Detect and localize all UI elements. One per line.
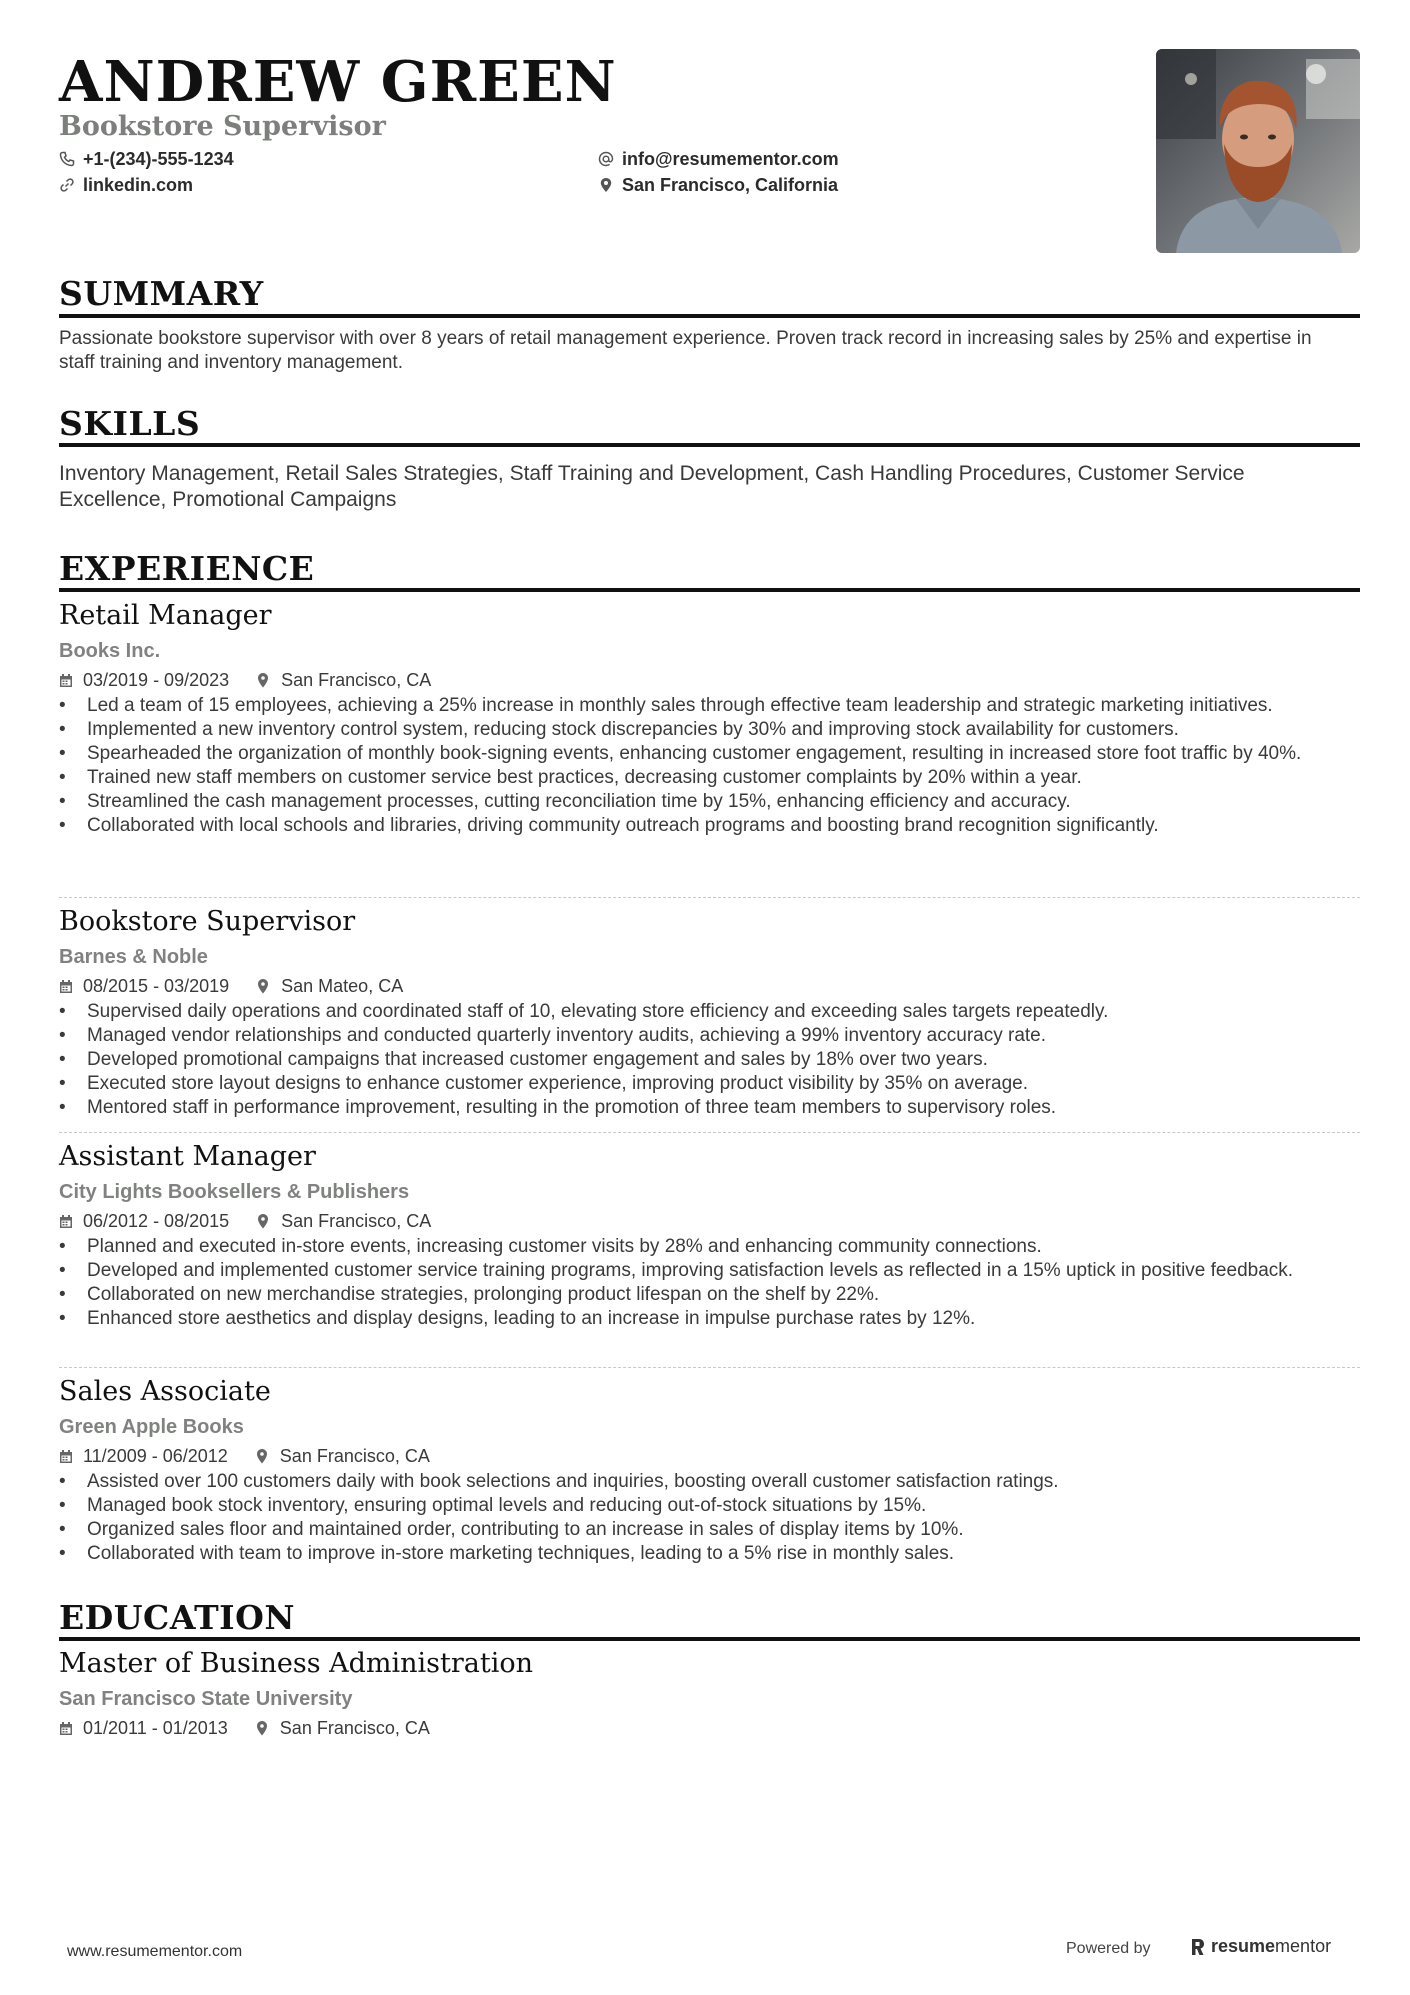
job-bullets <box>59 1000 1360 1120</box>
job-company: Barnes & Noble <box>59 946 208 968</box>
location-pin-icon <box>257 1213 269 1229</box>
calendar-icon <box>59 1721 73 1736</box>
bullet-item: • Led a team of 15 employees, achieving a 25% increase in monthly sales through effective team leadership and strategic marketing initiatives. <box>59 694 1360 718</box>
job-entry <box>59 598 1360 838</box>
bullet-item: • Implemented a new inventory control system, reducing stock discrepancies by 30% and improving stock availability for customers. <box>59 718 1360 742</box>
brand-logo[interactable] <box>1189 1936 1331 1957</box>
job-meta <box>59 668 1360 692</box>
job-location: San Francisco, CA <box>281 670 432 690</box>
calendar-icon <box>59 979 73 994</box>
email-text: info@resumementor.com <box>622 149 839 169</box>
powered-by-label: Powered by <box>1066 1940 1151 1957</box>
location-pin-icon <box>256 1720 268 1736</box>
job-separator <box>59 1367 1360 1368</box>
job-company: Books Inc. <box>59 640 161 662</box>
experience-divider <box>59 588 1360 592</box>
brand-name-bold: resume <box>1211 1936 1276 1956</box>
skills-text: Inventory Management, Retail Sales Strategies, Staff Training and Development, Cash Handling Procedures, Customer Service Excellence, Promotional Campaigns <box>59 462 1245 511</box>
bullet-item: • Trained new staff members on customer service best practices, decreasing customer complaints by 20% within a year. <box>59 766 1360 790</box>
education-divider <box>59 1637 1360 1641</box>
contact-linkedin[interactable] <box>59 173 193 197</box>
skills-heading: SKILLS <box>59 404 201 443</box>
bullet-item: • Organized sales floor and maintained order, contributing to an increase in sales of display items by 10%. <box>59 1518 1360 1542</box>
degree-title: Master of Business Administration <box>59 1648 534 1679</box>
at-icon <box>598 151 614 167</box>
job-title: Assistant Manager <box>59 1141 316 1172</box>
candidate-title: Bookstore Supervisor <box>59 111 386 142</box>
job-company: Green Apple Books <box>59 1416 244 1438</box>
bullet-item: • Managed vendor relationships and conducted quarterly inventory audits, achieving a 99% inventory accuracy rate. <box>59 1024 1360 1048</box>
skills-divider <box>59 443 1360 447</box>
job-title: Retail Manager <box>59 600 272 631</box>
contact-email[interactable] <box>598 147 839 171</box>
job-location: San Francisco, CA <box>279 1446 430 1466</box>
school-name: San Francisco State University <box>59 1688 353 1710</box>
job-separator <box>59 897 1360 898</box>
job-separator <box>59 1132 1360 1133</box>
experience-heading: EXPERIENCE <box>59 549 315 588</box>
summary-text: Passionate bookstore supervisor with over 8 years of retail management experience. Proven track record in increasing sales by 25% and expertise in staff training and inventory management. <box>59 328 1312 373</box>
calendar-icon <box>59 1214 73 1229</box>
bullet-item: • Developed promotional campaigns that increased customer engagement and sales by 18% over two years. <box>59 1048 1360 1072</box>
bullet-item: • Collaborated with local schools and libraries, driving community outreach programs and boosting brand recognition significantly. <box>59 814 1360 838</box>
bullet-item: • Supervised daily operations and coordinated staff of 10, elevating store efficiency and exceeding sales targets repeatedly. <box>59 1000 1360 1024</box>
education-entry <box>59 1646 1360 1740</box>
job-meta <box>59 1209 1360 1233</box>
link-icon <box>59 177 75 193</box>
candidate-name: ANDREW GREEN <box>59 49 617 115</box>
job-entry <box>59 904 1360 1120</box>
job-dates: 11/2009 - 06/2012 <box>83 1446 228 1466</box>
location-pin-icon <box>257 672 269 688</box>
education-meta <box>59 1716 1360 1740</box>
bullet-item: • Collaborated on new merchandise strategies, prolonging product lifespan on the shelf by 22%. <box>59 1283 1360 1307</box>
job-meta <box>59 974 1360 998</box>
bullet-item: • Enhanced store aesthetics and display designs, leading to an increase in impulse purchase rates by 12%. <box>59 1307 1360 1331</box>
bullet-item: • Mentored staff in performance improvement, resulting in the promotion of three team members to supervisory roles. <box>59 1096 1360 1120</box>
job-company: City Lights Booksellers & Publishers <box>59 1181 410 1203</box>
job-meta <box>59 1444 1360 1468</box>
job-bullets <box>59 694 1360 838</box>
profile-photo <box>1156 49 1360 253</box>
bullet-item: • Managed book stock inventory, ensuring optimal levels and reducing out-of-stock situations by 15%. <box>59 1494 1360 1518</box>
location-pin-icon <box>598 177 614 193</box>
phone-icon <box>59 151 75 167</box>
job-dates: 06/2012 - 08/2015 <box>83 1211 230 1231</box>
bullet-item: • Collaborated with team to improve in-store marketing techniques, leading to a 5% rise in monthly sales. <box>59 1542 1360 1566</box>
footer-website-link[interactable]: www.resumementor.com <box>67 1943 243 1960</box>
summary-divider <box>59 314 1360 318</box>
bullet-item: • Executed store layout designs to enhance customer experience, improving product visibility by 35% on average. <box>59 1072 1360 1096</box>
contact-location <box>598 173 838 197</box>
job-title: Sales Associate <box>59 1376 271 1407</box>
bullet-item: • Spearheaded the organization of monthly book-signing events, enhancing customer engagement, resulting in increased store foot traffic by 40%. <box>59 742 1360 766</box>
job-dates: 08/2015 - 03/2019 <box>83 976 230 996</box>
calendar-icon <box>59 1449 73 1464</box>
bullet-item: • Planned and executed in-store events, increasing customer visits by 28% and enhancing community connections. <box>59 1235 1360 1259</box>
job-dates: 03/2019 - 09/2023 <box>83 670 230 690</box>
education-location: San Francisco, CA <box>279 1718 430 1738</box>
phone-text: +1-(234)-555-1234 <box>83 149 234 169</box>
resumementor-logo-icon <box>1189 1937 1205 1957</box>
job-title: Bookstore Supervisor <box>59 906 356 937</box>
job-location: San Mateo, CA <box>281 976 404 996</box>
linkedin-text: linkedin.com <box>83 175 194 195</box>
bullet-item: • Streamlined the cash management processes, cutting reconciliation time by 15%, enhancing efficiency and accuracy. <box>59 790 1360 814</box>
summary-heading: SUMMARY <box>59 274 264 313</box>
location-pin-icon <box>256 1448 268 1464</box>
bullet-item: • Developed and implemented customer service training programs, improving satisfaction levels as reflected in a 15% uptick in positive feedback. <box>59 1259 1360 1283</box>
contact-phone[interactable] <box>59 147 234 171</box>
job-entry <box>59 1139 1360 1331</box>
brand-name-light: mentor <box>1275 1936 1332 1956</box>
job-location: San Francisco, CA <box>281 1211 432 1231</box>
location-text: San Francisco, California <box>622 175 839 195</box>
education-heading: EDUCATION <box>59 1598 296 1637</box>
location-pin-icon <box>257 978 269 994</box>
education-dates: 01/2011 - 01/2013 <box>83 1718 228 1738</box>
calendar-icon <box>59 673 73 688</box>
job-bullets <box>59 1235 1360 1331</box>
bullet-item: • Assisted over 100 customers daily with book selections and inquiries, boosting overall customer satisfaction ratings. <box>59 1470 1360 1494</box>
job-bullets <box>59 1470 1360 1566</box>
job-entry <box>59 1374 1360 1566</box>
